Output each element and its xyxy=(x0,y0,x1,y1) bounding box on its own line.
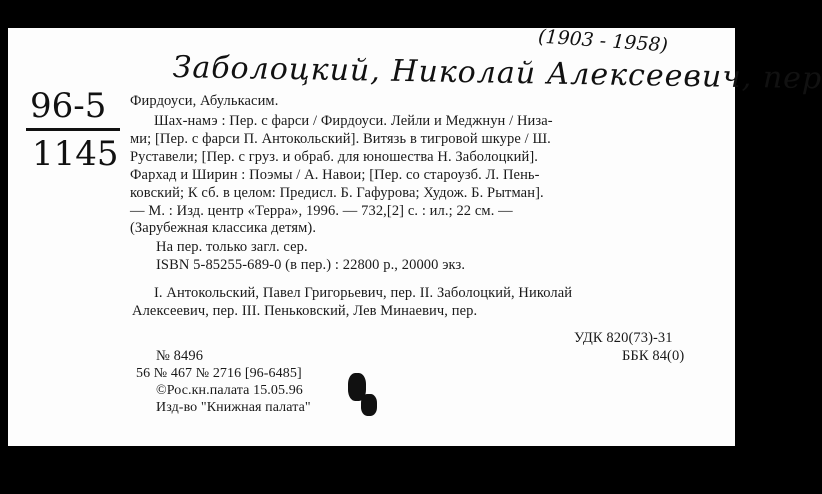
isbn-line: ISBN 5-85255-689-0 (в пер.) : 22800 р., 20000 экз. xyxy=(156,257,466,273)
shelfmark-divider xyxy=(26,128,120,131)
ink-stamp-mark xyxy=(361,394,377,416)
body-line-5: ковский; К сб. в целом: Предисл. Б. Гафурова; Худож. Б. Рытман]. xyxy=(130,185,544,201)
handwritten-author-name: Заболоцкий, Николай Алексеевич, пер xyxy=(172,50,822,97)
footer-line-2: 56 № 467 № 2716 [96-6485] xyxy=(136,366,302,381)
body-line-3: Руставели; [Пер. с груз. и обраб. для юношества Н. Заболоцкий]. xyxy=(130,149,539,165)
body-line-4: Фархад и Ширин : Поэмы / А. Навои; [Пер. со староузб. Л. Пень- xyxy=(130,167,540,183)
handwritten-shelfmark-bottom: 1145 xyxy=(32,134,119,174)
footer-copyright: ©Рос.кн.палата 15.05.96 xyxy=(156,383,303,398)
entry-heading: Фирдоуси, Абулькасим. xyxy=(130,93,279,109)
footer-number: № 8496 xyxy=(156,348,204,364)
handwritten-shelfmark-top: 96-5 xyxy=(30,86,107,126)
handwritten-years: (1903 - 1958) xyxy=(537,25,669,57)
body-line-6: — М. : Изд. центр «Терра», 1996. — 732,[2] с. : ил.; 22 см. — xyxy=(130,203,513,219)
body-line-1: Шах-намэ : Пер. с фарси / Фирдоуси. Лейли и Меджнун / Низа- xyxy=(154,113,553,129)
note-title-only: На пер. только загл. сер. xyxy=(156,239,308,255)
bbk-code: ББК 84(0) xyxy=(622,348,685,364)
tracing-line-1: I. Антокольский, Павел Григорьевич, пер. II. Заболоцкий, Николай xyxy=(154,285,573,301)
tracing-line-2: Алексеевич, пер. III. Пеньковский, Лев Минаевич, пер. xyxy=(132,303,478,319)
footer-publisher: Изд-во "Книжная палата" xyxy=(156,400,311,415)
catalog-card xyxy=(8,25,822,446)
udk-code: УДК 820(73)-31 xyxy=(574,330,673,346)
body-line-2: ми; [Пер. с фарси П. Антокольский]. Витязь в тигровой шкуре / Ш. xyxy=(130,131,551,147)
body-line-7: (Зарубежная классика детям). xyxy=(130,220,317,236)
